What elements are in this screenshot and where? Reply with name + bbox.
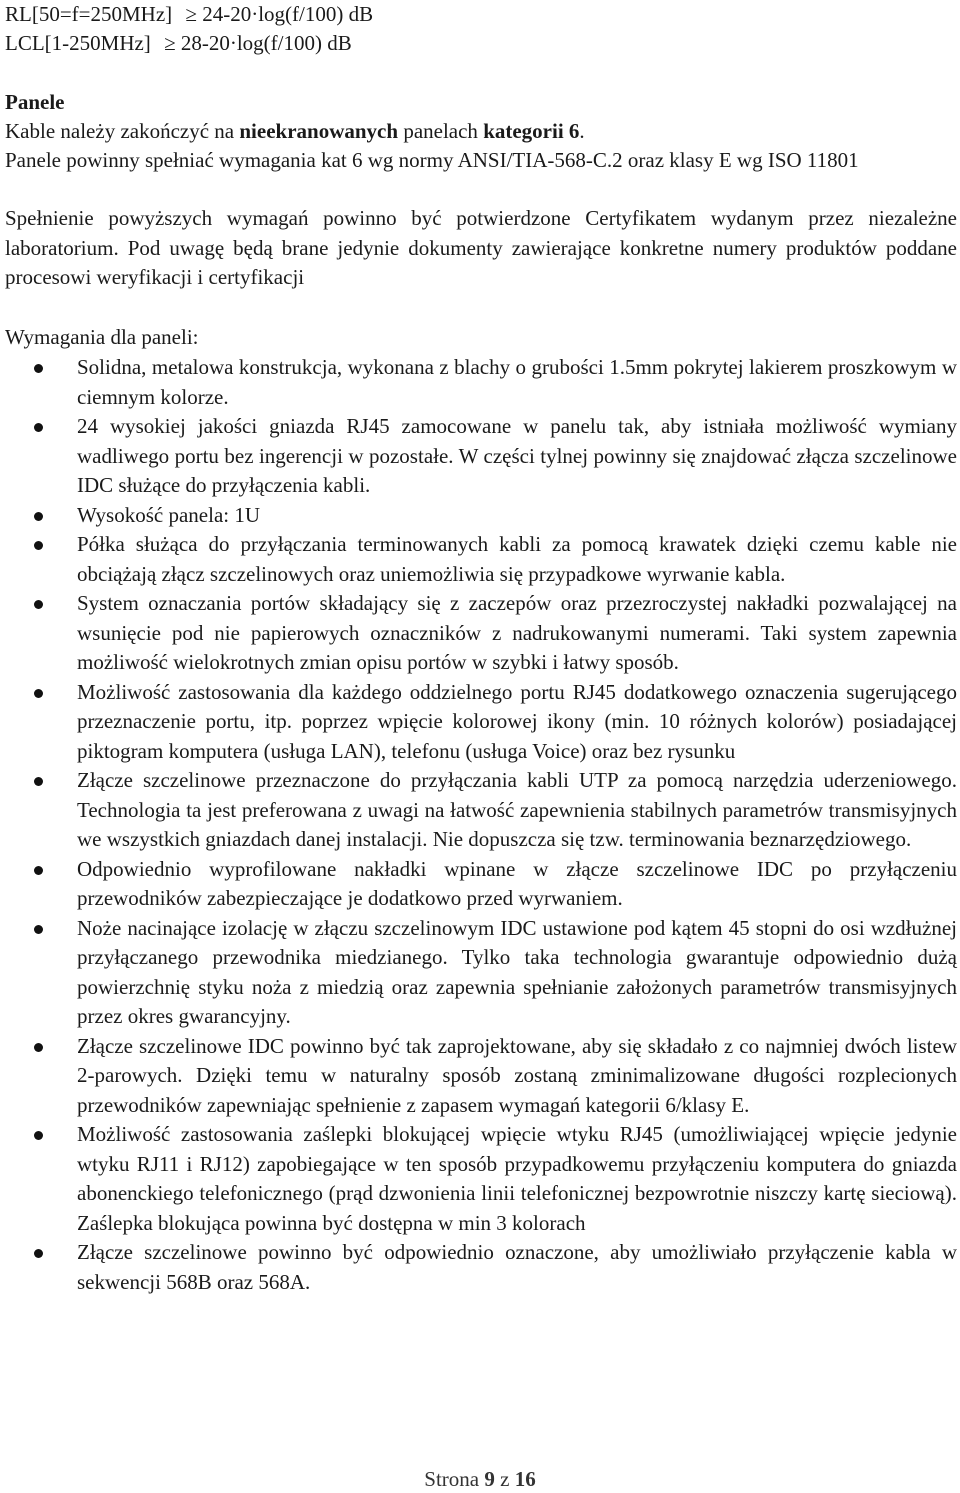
list-item [5,1120,957,1238]
bullet-icon [34,777,43,786]
list-item-text: 24 wysokiej jakości gniazda RJ45 zamocowane w panelu tak, aby istniała możliwość wymiany wadliwego portu bez ingerencji w pozostałe. W części tylnej powinny się znajdować złącza szczelinowe IDC służące do przyłączenia kabli. [77,414,957,497]
requirements-list [5,353,957,1297]
list-item-text: Noże nacinające izolację w złączu szczelinowym IDC ustawione pod kątem 45 stopni do osi wzdłużnej przyłączanego przewodnika miedzianego. Tylko taka technologia gwarantuje odpowiednio dużą powierzchnię styku noża z miedzią oraz zapewnia spełnianie założonych parametrów transmisyjnych przez okres gwarancyjny. [77,915,957,1028]
list-item [5,1238,957,1297]
bullet-icon [34,866,43,875]
list-item-text: Półka służąca do przyłączania terminowanych kabli za pomocą krawatek dzięki czemu kable nie obciążają złącz szczelinowych oraz uniemożliwia się przypadkowe wyrwanie kabla. [77,532,957,586]
spec-label: RL[50=f=250MHz] [5,2,173,26]
list-item [5,914,957,1032]
requirements-title: Wymagania dla paneli: [5,325,199,349]
standards-line: Panele powinny spełniać wymagania kat 6 wg normy ANSI/TIA-568-C.2 oraz klasy E wg ISO 11801 [5,148,859,172]
bullet-icon [34,1249,43,1258]
list-item-text: Złącze szczelinowe powinno być odpowiednio oznaczone, aby umożliwiało przyłączenie kabla w sekwencji 568B oraz 568A. [77,1240,957,1294]
text-fragment: panelach [398,119,484,143]
list-item-text: Wysokość panela: 1U [77,502,261,527]
list-item-text: Odpowiednio wyprofilowane nakładki wpinane w złącze szczelinowe IDC po przyłączeniu przewodników zabezpieczające je dodatkowo przed wyrwaniem. [77,856,957,910]
bullet-icon [34,541,43,550]
list-item [5,530,957,589]
list-item-text: Złącze szczelinowe przeznaczone do przyłączania kabli UTP za pomocą narzędzia uderzeniowego. Technologia ta jest preferowana z uwagi na łatwość zapewnienia stabilnych parametrów transmisyjnych we wszystkich gniazdach danej instalacji. Nie dopuszcza się tzw. terminowania beznarzędziowego. [77,768,957,851]
bullet-icon [34,1131,43,1140]
page-label: Strona [424,1467,485,1491]
gte-symbol: ≥ [185,2,197,26]
bullet-icon [34,600,43,609]
page-number: 9 [484,1467,495,1491]
list-item [5,412,957,501]
list-item [5,1032,957,1121]
spec-value: 28-20·log(f/100) dB [180,31,352,55]
bullet-icon [34,364,43,373]
bullet-icon [34,1043,43,1052]
list-item-text: Złącze szczelinowe IDC powinno być tak zaprojektowane, aby się składało z co najmniej dwóch listew 2-parowych. Dzięki temu w naturalny sposób zostaną zminimalizowane długości rozplecionych przewodników zapewniając spełnienie z zapasem wymagań kategorii 6/klasy E. [77,1033,957,1117]
spec-label: LCL[1-250MHz] [5,31,151,55]
bullet-icon [34,423,43,432]
text-fragment: . [579,119,585,143]
text-fragment: Kable należy zakończyć na [5,119,240,143]
list-item [5,766,957,855]
page-total: 16 [514,1467,536,1491]
certification-paragraph: Spełnienie powyższych wymagań powinno być potwierdzone Certyfikatem wydanym przez niezależne laboratorium. Pod uwagę będą brane jedynie dokumenty zawierające konkretne numery produktów poddane procesowi weryfikacji i certyfikacji [5,206,957,289]
list-item [5,589,957,678]
cable-termination-line [5,117,585,146]
spec-line-lcl [5,29,352,58]
bullet-icon [34,512,43,521]
bold-category: kategorii 6 [483,119,580,143]
page-separator: z [494,1467,515,1491]
bullet-icon [34,925,43,934]
list-item-text: System oznaczania portów składający się z zaczepów oraz przezroczystej nakładki pozwalającej na wsunięcie pod nie papierowych oznaczników z nadrukowanymi numerami. Taki system zapewnia możliwość wielokrotnych zmian opisu portów w szybki i łatwy sposób. [77,591,957,674]
page-footer [0,1467,960,1492]
gte-symbol: ≥ [164,31,176,55]
list-item-text: Możliwość zastosowania dla każdego oddzielnego portu RJ45 dodatkowego oznaczenia sugerującego przeznaczenie portu, itp. poprzez wpięcie kolorowej ikony (min. 10 różnych kolorów) posiadającej piktogram komputera (usługa LAN), telefonu (usługa Voice) oraz bez rysunku [77,679,957,763]
bold-unshielded: nieekranowanych [239,119,399,143]
list-item-text: Możliwość zastosowania zaślepki blokującej wpięcie wtyku RJ45 (umożliwiającej wpięcie jedynie wtyku RJ11 i RJ12) zapobiegające w ten sposób przypadkowemu przyłączeniu komputera do gniazda abonenckiego telefonicznego (prąd dzwonienia linii telefonicznej bezpowrotnie niszczy kartę sieciową). Zaślepka blokująca powinna być dostępna w min 3 kolorach [77,1122,957,1235]
list-item [5,353,957,412]
list-item [5,501,957,531]
bullet-icon [34,689,43,698]
spec-value: 24-20·log(f/100) dB [202,2,374,26]
section-heading: Panele [5,90,65,114]
list-item-text: Solidna, metalowa konstrukcja, wykonana z blachy o grubości 1.5mm pokrytej lakierem proszkowym w ciemnym kolorze. [77,355,957,409]
list-item [5,855,957,914]
list-item [5,678,957,767]
spec-line-rl [5,0,373,29]
